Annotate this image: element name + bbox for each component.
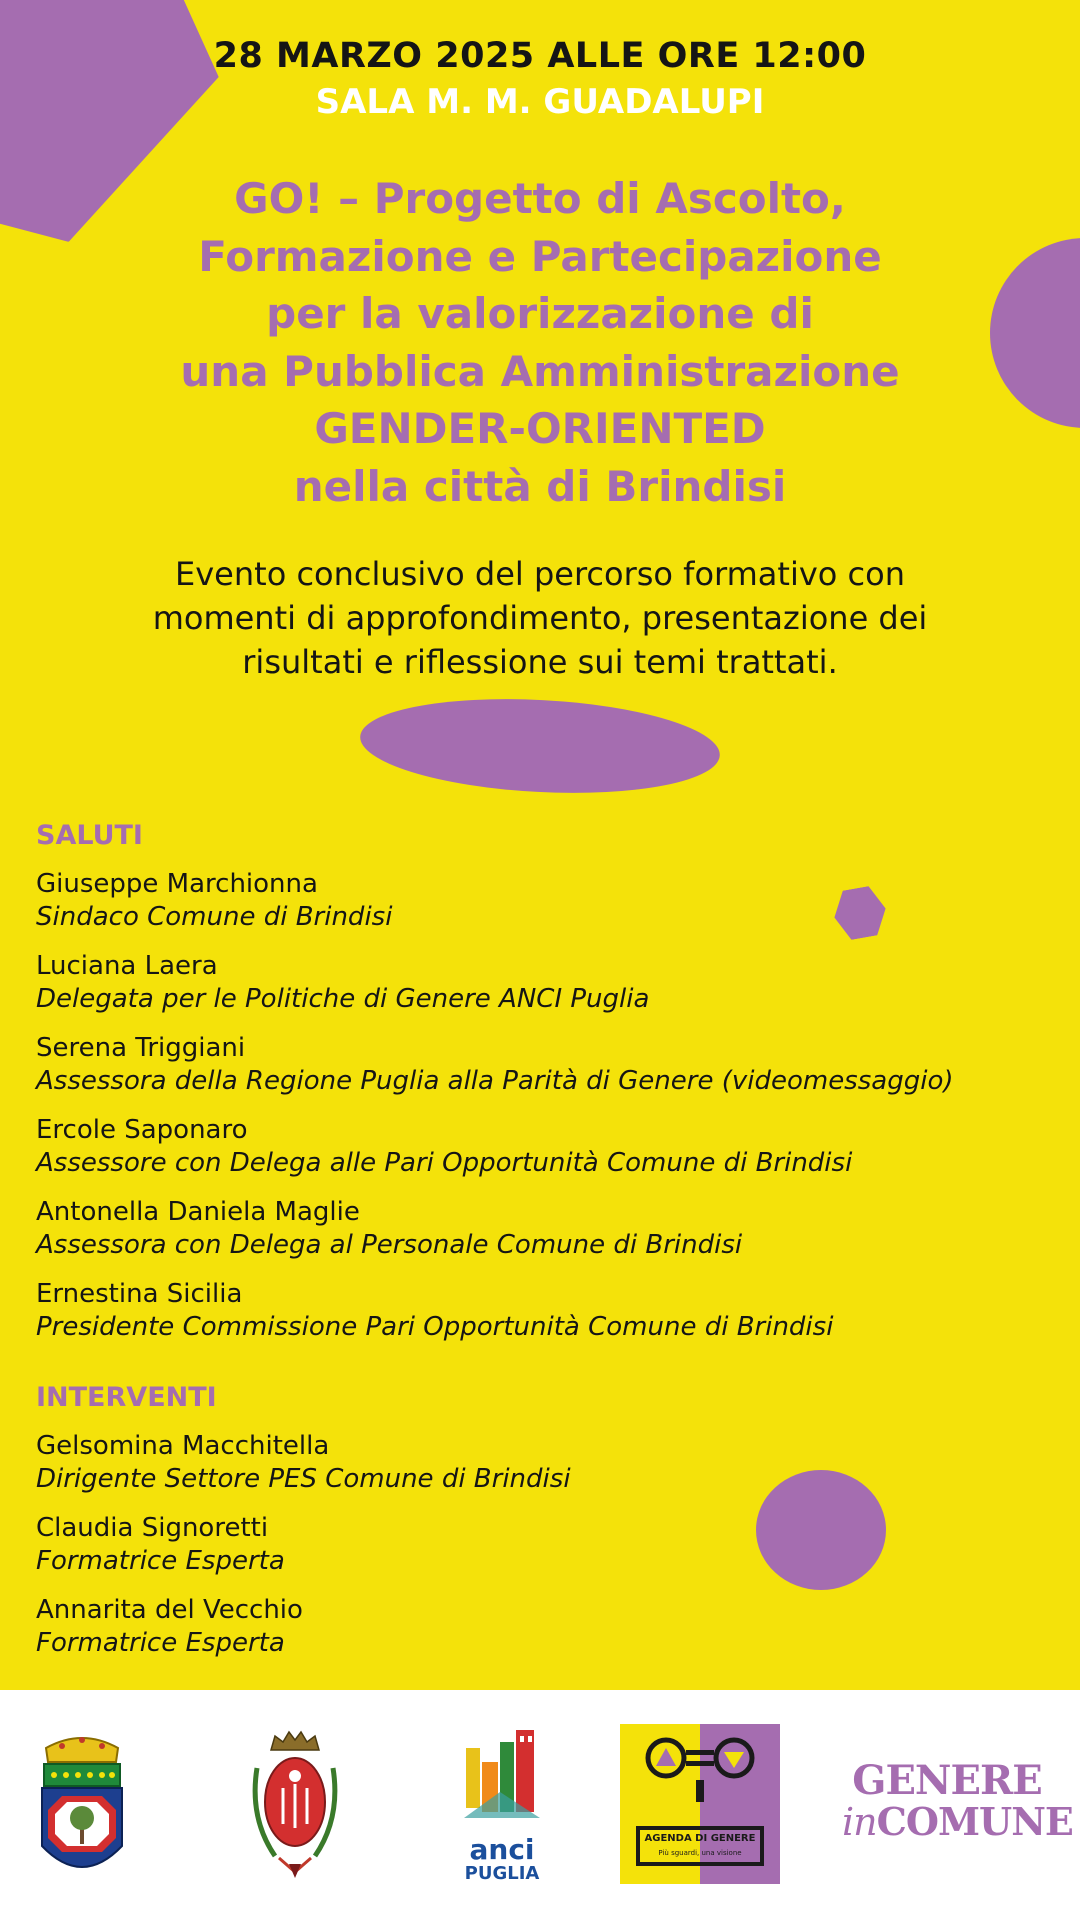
speaker-name: Ernestina Sicilia (36, 1279, 243, 1309)
speaker-role: Delegata per le Politiche di Genere ANCI Puglia (36, 984, 650, 1014)
speaker-item (36, 1594, 1056, 1660)
speaker-item (36, 1196, 1056, 1262)
event-place: SALA M. M. GUADALUPI (315, 82, 765, 122)
in-word: in (842, 1800, 877, 1844)
title-line: una Pubblica Amministrazione (180, 346, 900, 396)
title-line: GENDER-ORIENTED (314, 404, 766, 453)
speaker-role: Assessora con Delega al Personale Comune di Brindisi (36, 1230, 743, 1260)
speaker-name: Antonella Daniela Maglie (36, 1197, 360, 1227)
speaker-item (36, 1032, 1056, 1098)
comune-brindisi-coat-of-arms-icon (235, 1728, 355, 1888)
description-line: risultati e riflessione sui temi trattati. (242, 643, 838, 681)
speaker-item (36, 1278, 1056, 1344)
description-line: momenti di approfondimento, presentazione dei (152, 599, 928, 637)
speaker-name: Giuseppe Marchionna (36, 869, 318, 899)
speaker-role: Formatrice Esperta (36, 1546, 285, 1576)
saluti-heading: SALUTI (36, 820, 143, 851)
regione-puglia-coat-of-arms-icon (32, 1728, 132, 1888)
speaker-name: Luciana Laera (36, 951, 218, 981)
speaker-name: Serena Triggiani (36, 1033, 246, 1063)
speaker-role: Formatrice Esperta (36, 1628, 285, 1658)
speaker-name: Gelsomina Macchitella (36, 1431, 330, 1461)
speaker-role: Sindaco Comune di Brindisi (36, 902, 393, 932)
comune-word: COMUNE (876, 1799, 1073, 1844)
anci-puglia-text: PUGLIA (464, 1863, 540, 1884)
speaker-role: Presidente Commissione Pari Opportunità Comune di Brindisi (36, 1312, 834, 1342)
title-line: per la valorizzazione di (266, 289, 814, 338)
decorative-ellipse-middle (358, 691, 722, 802)
anci-text: anci (469, 1833, 535, 1866)
genere-in-comune-logo-icon (842, 1757, 1073, 1850)
speaker-role: Assessore con Delega alle Pari Opportunità Comune di Brindisi (36, 1148, 853, 1178)
agenda-label-box (636, 1826, 764, 1866)
interventi-heading: INTERVENTI (36, 1382, 217, 1413)
interventi-list (36, 1430, 1056, 1660)
anci-puglia-logo-icon (460, 1728, 544, 1888)
agenda-tagline: Più sguardi, una visione (658, 1849, 742, 1857)
in-comune-line (842, 1799, 1073, 1844)
saluti-list (36, 868, 1056, 1344)
description-line: Evento conclusivo del percorso formativo con (175, 555, 905, 593)
speaker-name: Ercole Saponaro (36, 1115, 248, 1145)
agenda-title: AGENDA DI GENERE (644, 1833, 756, 1844)
agenda-di-genere-logo-icon (620, 1724, 780, 1884)
title-line: nella città di Brindisi (293, 461, 787, 511)
title-line: GO! – Progetto di Ascolto, (234, 174, 846, 223)
speaker-item (36, 1430, 1056, 1496)
speaker-item (36, 1512, 1056, 1578)
speaker-role: Assessora della Regione Puglia alla Parità di Genere (videomessaggio) (36, 1066, 954, 1096)
speaker-item (36, 1114, 1056, 1180)
title-line: Formazione e Partecipazione (198, 231, 882, 281)
sponsor-logos-footer (0, 1690, 1080, 1920)
speaker-role: Dirigente Settore PES Comune di Brindisi (36, 1464, 571, 1494)
speaker-item (36, 950, 1056, 1016)
genere-word: GENERE (852, 1757, 1042, 1804)
speaker-name: Annarita del Vecchio (36, 1595, 303, 1625)
speaker-item (36, 868, 1056, 934)
event-description (40, 552, 1040, 684)
event-title (0, 170, 1080, 515)
event-date: 28 MARZO 2025 ALLE ORE 12:00 (213, 36, 867, 76)
speaker-name: Claudia Signoretti (36, 1513, 269, 1543)
